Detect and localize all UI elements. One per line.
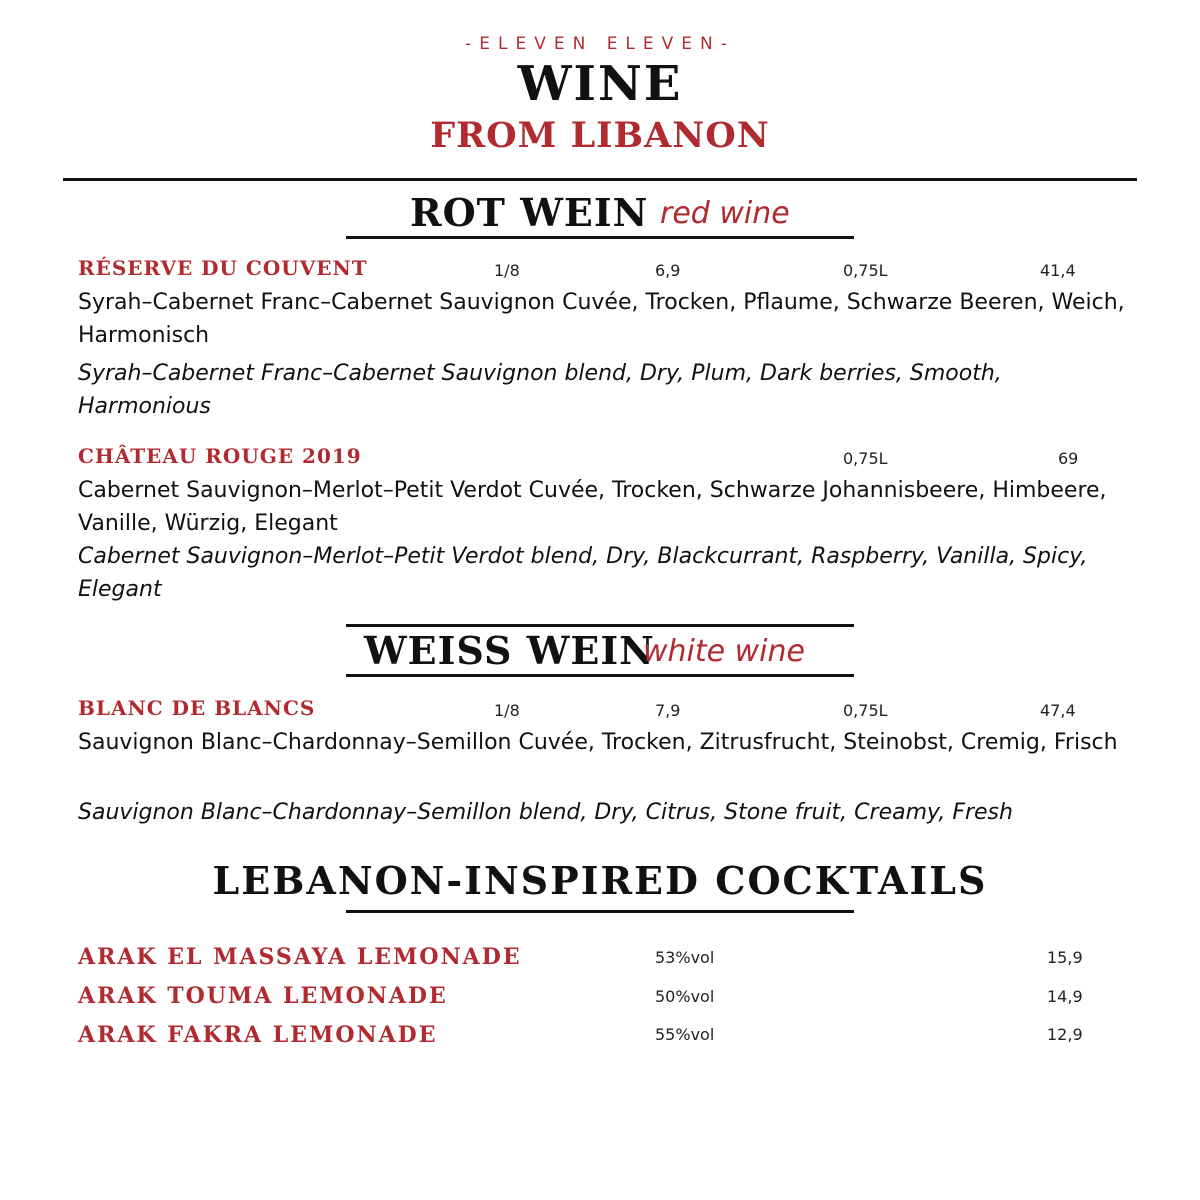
bottle-price: 47,4 xyxy=(1040,701,1076,720)
bottle-price: 41,4 xyxy=(1040,261,1076,280)
wine-description-de: Syrah–Cabernet Franc–Cabernet Sauvignon Cuvée, Trocken, Pflaume, Schwarze Beeren, Weich, Harmonisch xyxy=(78,290,1125,348)
wine-name: CHÂTEAU ROUGE 2019 xyxy=(78,444,362,468)
cocktail-price: 15,9 xyxy=(1047,948,1083,967)
cocktail-name: ARAK FAKRA LEMONADE xyxy=(78,1022,438,1048)
glass-price: 6,9 xyxy=(655,261,681,280)
glass-size: 1/8 xyxy=(494,701,520,720)
glass-price: 7,9 xyxy=(655,701,681,720)
cocktail-abv: 53%vol xyxy=(655,948,715,967)
section-underline-red xyxy=(346,236,854,239)
page-subtitle: FROM LIBANON xyxy=(430,115,770,156)
section-subtitle-red: red wine xyxy=(660,196,790,231)
page-title: WINE xyxy=(517,56,683,112)
wine-description-en: Cabernet Sauvignon–Merlot–Petit Verdot blend, Dry, Blackcurrant, Raspberry, Vanilla, Spicy, Elegant xyxy=(78,544,1088,602)
bottle-size: 0,75L xyxy=(843,261,888,280)
section-underline-white xyxy=(346,674,854,677)
brand-name: -ELEVEN ELEVEN- xyxy=(465,34,735,54)
section-title-cocktails: LEBANON-INSPIRED COCKTAILS xyxy=(212,858,988,903)
wine-name: RÉSERVE DU COUVENT xyxy=(78,256,368,280)
cocktail-abv: 55%vol xyxy=(655,1025,715,1044)
cocktail-name: ARAK TOUMA LEMONADE xyxy=(78,983,448,1009)
cocktail-abv: 50%vol xyxy=(655,987,715,1006)
section-subtitle-white: white wine xyxy=(643,634,805,669)
cocktail-price: 14,9 xyxy=(1047,987,1083,1006)
wine-description-en: Syrah–Cabernet Franc–Cabernet Sauvignon blend, Dry, Plum, Dark berries, Smooth, Harmonious xyxy=(78,361,1002,419)
section-overline-white xyxy=(346,624,854,627)
wine-description-de: Sauvignon Blanc–Chardonnay–Semillon Cuvée, Trocken, Zitrusfrucht, Steinobst, Cremig, Frisch xyxy=(78,730,1118,755)
bottle-price: 69 xyxy=(1058,449,1079,468)
section-title-white: WEISS WEIN xyxy=(364,628,655,673)
bottle-size: 0,75L xyxy=(843,449,888,468)
header-divider xyxy=(63,178,1137,181)
section-underline-cocktails xyxy=(346,910,854,913)
wine-description-en: Sauvignon Blanc–Chardonnay–Semillon blend, Dry, Citrus, Stone fruit, Creamy, Fresh xyxy=(78,800,1013,825)
section-title-red: ROT WEIN xyxy=(410,190,649,235)
glass-size: 1/8 xyxy=(494,261,520,280)
cocktail-name: ARAK EL MASSAYA LEMONADE xyxy=(78,944,522,970)
bottle-size: 0,75L xyxy=(843,701,888,720)
wine-description-de: Cabernet Sauvignon–Merlot–Petit Verdot Cuvée, Trocken, Schwarze Johannisbeere, Himbeere, Vanille, Würzig, Elegant xyxy=(78,478,1107,536)
cocktail-price: 12,9 xyxy=(1047,1025,1083,1044)
wine-name: BLANC DE BLANCS xyxy=(78,696,316,720)
